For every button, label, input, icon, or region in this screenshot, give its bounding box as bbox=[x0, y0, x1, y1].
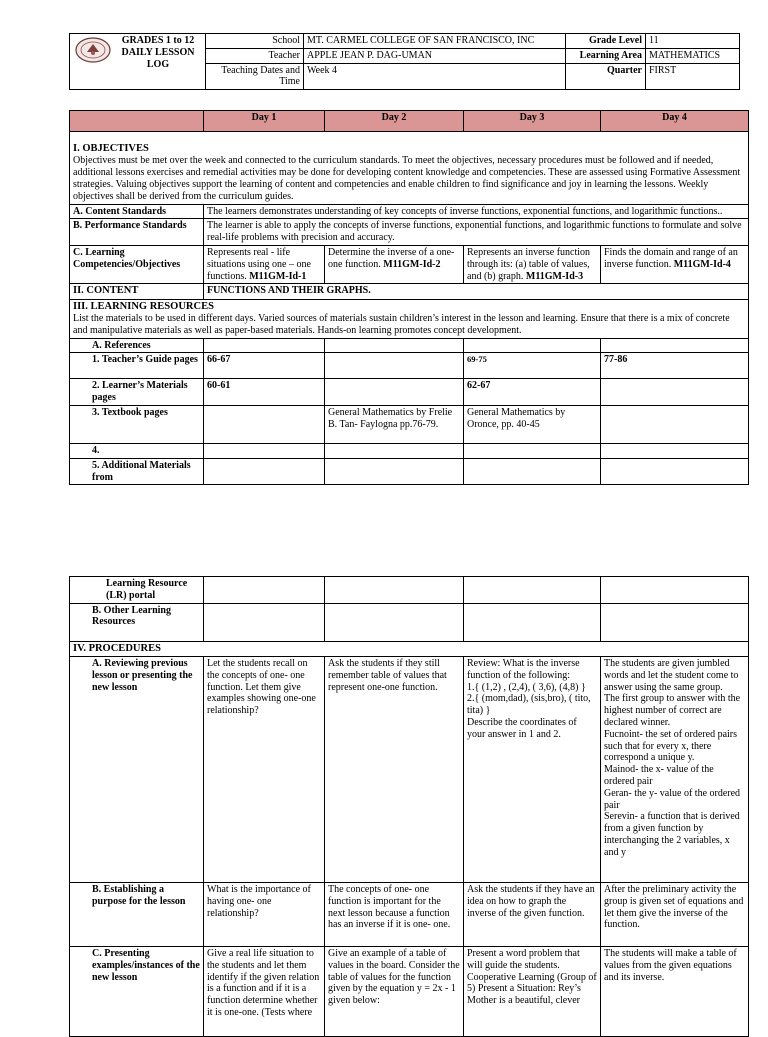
lm-day-2 bbox=[325, 379, 464, 406]
purpose-day-1: What is the importance of having one- one relationship? bbox=[204, 882, 325, 946]
resources-title: III. LEARNING RESOURCES bbox=[73, 300, 214, 312]
competency-day-3 bbox=[464, 245, 601, 283]
reviewing-day-1: Let the students recall on the concepts of one- one function. Let them give examples showing one-one relationship? bbox=[204, 656, 325, 882]
presenting-day-4: The students will make a table of values from the given equations and its inverse. bbox=[601, 946, 749, 1036]
reviewing-day-4: The students are given jumbled words and let the student come to answer using the same group. The first group to answer with the highest number of correct are declared winner. Fucnoint- the set of ordered pairs such that for every x, there correspond a unique y. Mainod- the x- value of the ordered pair Geran- the y- value of the ordered pair Serevin- a function that is derived from a given function by interchanging the 2 variables, x and y bbox=[601, 656, 749, 882]
tg-day-3: 69-75 bbox=[464, 353, 601, 379]
presenting-day-3: Present a word problem that will guide the students. Cooperative Learning (Group of 5) Present a Situation: Rey’s Mother is a beautiful, clever bbox=[464, 946, 601, 1036]
grade-label: Grade Level bbox=[566, 34, 646, 49]
reviewing-day-2: Ask the students if they still remember table of values that represent one-one function. bbox=[325, 656, 464, 882]
resources-cell bbox=[70, 299, 749, 338]
seal-logo-icon bbox=[74, 37, 112, 63]
content-standards-label: A. Content Standards bbox=[70, 204, 204, 219]
tg-day-4: 77-86 bbox=[601, 353, 749, 379]
quarter-value: FIRST bbox=[646, 63, 740, 90]
tb-day-3: General Mathematics by Oronce, pp. 40-45 bbox=[464, 406, 601, 444]
competency-code: M11GM-Id-3 bbox=[525, 270, 584, 282]
lm-day-1: 60-61 bbox=[204, 379, 325, 406]
textbook-pages-label: 3. Textbook pages bbox=[70, 406, 204, 444]
dates-value: Week 4 bbox=[304, 63, 566, 90]
competency-text: Represents an inverse function through its: (a) table of values, and (b) graph. bbox=[467, 246, 591, 282]
purpose-day-3: Ask the students if they have an idea on how to graph the inverse of the given function. bbox=[464, 882, 601, 946]
competency-day-1 bbox=[204, 245, 325, 283]
day-2-header: Day 2 bbox=[325, 111, 464, 132]
competency-code: M11GM-Id-2 bbox=[383, 258, 441, 270]
school-label: School bbox=[206, 34, 304, 49]
competency-day-4 bbox=[601, 245, 749, 283]
item-4-label: 4. bbox=[70, 444, 204, 459]
content-title: II. CONTENT bbox=[70, 284, 204, 299]
teacher-value: APPLE JEAN P. DAG-UMAN bbox=[304, 48, 566, 63]
lm-day-4 bbox=[601, 379, 749, 406]
blank-header-cell bbox=[70, 111, 204, 132]
tg-day-1: 66-67 bbox=[204, 353, 325, 379]
purpose-day-4: After the preliminary activity the group is given set of equations and let them give the inverse of the function. bbox=[601, 882, 749, 946]
competency-text: Determine the inverse of a one-one function. bbox=[328, 246, 455, 270]
day-4-header: Day 4 bbox=[601, 111, 749, 132]
tb-day-1 bbox=[204, 406, 325, 444]
teacher-label: Teacher bbox=[206, 48, 304, 63]
area-label: Learning Area bbox=[566, 48, 646, 63]
objectives-cell bbox=[70, 132, 749, 205]
presenting-day-2: Give an example of a table of values in the board. Consider the table of values for the function given by the equation y = 2x - 1 given below: bbox=[325, 946, 464, 1036]
learners-materials-label: 2. Learner’s Materials pages bbox=[70, 379, 204, 406]
header-table bbox=[69, 33, 740, 90]
tb-day-2: General Mathematics by Frelie B. Tan- Faylogna pp.76-79. bbox=[325, 406, 464, 444]
school-value: MT. CARMEL COLLEGE OF SAN FRANCISCO, INC bbox=[304, 34, 566, 49]
log-title-line-1: GRADES 1 to 12 bbox=[121, 35, 195, 46]
day-3-header: Day 3 bbox=[464, 111, 601, 132]
lr-portal-label: Learning Resource (LR) portal bbox=[70, 577, 204, 604]
resources-text: List the materials to be used in different days. Varied sources of materials sustain children’s interest in the lesson and learning. Ensure that there is a mix of concrete and manipulative materials as well as paper-based materials. Hands-on learning promotes concept development. bbox=[73, 313, 730, 336]
other-resources-label: B. Other Learning Resources bbox=[70, 603, 204, 641]
log-title-line-2: DAILY LESSON bbox=[121, 46, 195, 58]
procedures-title: IV. PROCEDURES bbox=[70, 641, 749, 656]
log-title-line-3: LOG bbox=[146, 58, 170, 70]
log-title-cell bbox=[70, 34, 206, 90]
competency-code: M11GM-Id-1 bbox=[249, 270, 307, 282]
competency-text: Represents real - life situations using one – one functions. bbox=[207, 246, 311, 282]
reviewing-day-3: Review: What is the inverse function of the following: 1.{ (1,2) , (2,4), ( 3,6), (4,8) } 2.{ (mom,dad), (sis,bro), ( tito, tita) } Describe the coordinates of your answer in 1 and 2. bbox=[464, 656, 601, 882]
references-label: A. References bbox=[70, 338, 204, 353]
additional-materials-label: 5. Additional Materials from bbox=[70, 458, 204, 485]
performance-standards-value: The learner is able to apply the concepts of inverse functions, exponential functions, and logarithmic functions to formulate and solve real-life problems with precision and accuracy. bbox=[204, 219, 749, 246]
grade-value: 11 bbox=[646, 34, 740, 49]
objectives-text: Objectives must be met over the week and connected to the curriculum standards. To meet the objectives, necessary procedures must be followed and if needed, additional lessons exercises and remedial activities may be done for developing content knowledge and competencies. These are assessed using Formative Assessment strategies. Valuing objectives support the learning of content and competencies and enable children to find significance and joy in learning the lessons. Weekly objectives shall be derived from the curriculum guides. bbox=[73, 155, 741, 202]
presenting-label: C. Presenting examples/instances of the new lesson bbox=[70, 946, 204, 1036]
lm-day-3: 62-67 bbox=[464, 379, 601, 406]
competency-code: M11GM-Id-4 bbox=[673, 258, 731, 270]
purpose-day-2: The concepts of one- one function is important for the next lesson because a function has an inverse if it is one- one. bbox=[325, 882, 464, 946]
content-standards-value: The learners demonstrates understanding of key concepts of inverse functions, exponential functions, and logarithmic functions.. bbox=[204, 204, 749, 219]
lesson-log-table-continued bbox=[69, 576, 749, 1037]
competencies-label: C. Learning Competencies/Objectives bbox=[70, 245, 204, 283]
area-value: MATHEMATICS bbox=[646, 48, 740, 63]
tg-day-2 bbox=[325, 353, 464, 379]
competency-text: Finds the domain and range of an inverse function. bbox=[604, 246, 738, 270]
teachers-guide-label: 1. Teacher’s Guide pages bbox=[70, 353, 204, 379]
presenting-day-1: Give a real life situation to the students and let them identify if the given relation is a function and if it is a function determine whether it is one-one. (Tests where bbox=[204, 946, 325, 1036]
purpose-label: B. Establishing a purpose for the lesson bbox=[70, 882, 204, 946]
lesson-log-table bbox=[69, 110, 749, 485]
performance-standards-label: B. Performance Standards bbox=[70, 219, 204, 246]
dates-label: Teaching Dates and Time bbox=[206, 63, 304, 90]
quarter-label: Quarter bbox=[566, 63, 646, 90]
content-value: FUNCTIONS AND THEIR GRAPHS. bbox=[204, 284, 749, 299]
objectives-title: I. OBJECTIVES bbox=[73, 143, 149, 154]
day-1-header: Day 1 bbox=[204, 111, 325, 132]
tb-day-4 bbox=[601, 406, 749, 444]
competency-day-2 bbox=[325, 245, 464, 283]
reviewing-label: A. Reviewing previous lesson or presenting the new lesson bbox=[70, 656, 204, 882]
